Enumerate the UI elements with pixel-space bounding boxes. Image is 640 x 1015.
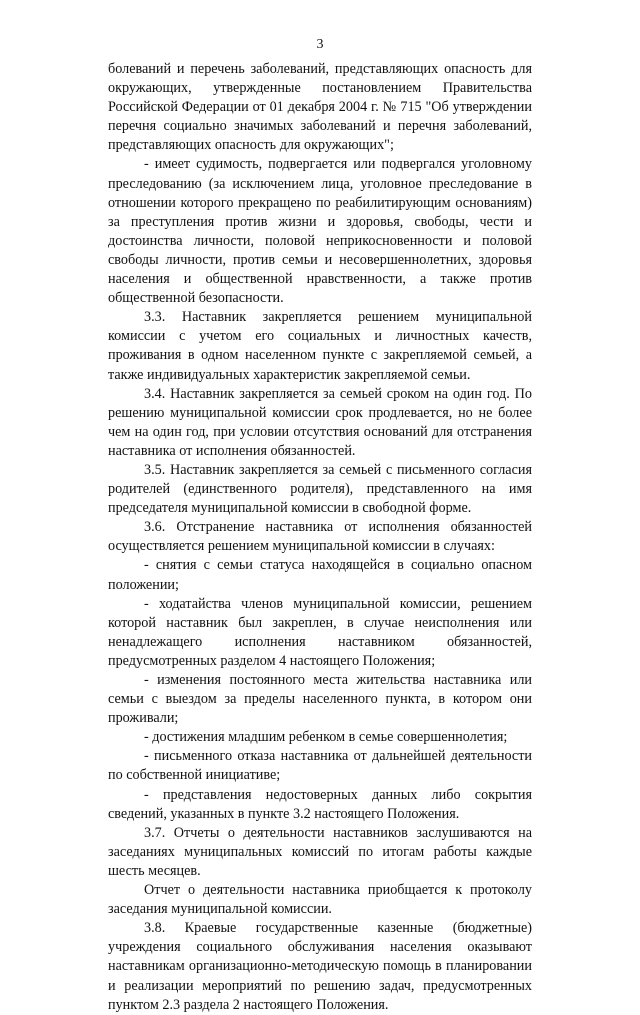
paragraph-3-5: 3.5. Наставник закрепляется за семьей с письменного согласия родителей (единственного родителя), представленного на имя председателя муниципальной комиссии в свободной форме.	[108, 461, 532, 517]
list-item-child-adulthood: - достижения младшим ребенком в семье совершеннолетия;	[144, 729, 508, 746]
paragraph-3-3: 3.3. Наставник закрепляется решением муниципальной комиссии с учетом его социальных и личностных качеств, проживания в одном населенном пункте с закрепляемой семьей, а также индивидуальных характеристик закрепляемой семьи.	[108, 309, 532, 383]
paragraph-report-attachment: Отчет о деятельности наставника приобщается к протоколу заседания муниципальной комиссии.	[108, 882, 532, 918]
paragraph-continuation: болеваний и перечень заболеваний, представляющих опасность для окружающих, утвержденные постановлением Правительства Российской Федерации от 01 декабря 2004 г. № 715 "Об утверждении перечня социально значимых заболеваний и перечня заболеваний, представляющих опасность для окружающих";	[108, 61, 532, 154]
list-item-commission-petition: - ходатайства членов муниципальной комиссии, решением которой наставник был закреплен, в случае неисполнения или ненадлежащего исполнения наставником обязанностей, предусмотренных разделом 4 настоящего Положения;	[108, 595, 532, 669]
list-item-status-removal: - снятия с семьи статуса находящейся в социально опасном положении;	[108, 557, 532, 593]
paragraph-3-7: 3.7. Отчеты о деятельности наставников заслушиваются на заседаниях муниципальных комиссий по итогам работы каждые шесть месяцев.	[108, 824, 532, 879]
paragraph-3-6: 3.6. Отстранение наставника от исполнения обязанностей осуществляется решением муниципальной комиссии в случаях:	[108, 519, 532, 555]
page-number: 3	[316, 37, 324, 52]
list-item-written-refusal: - письменного отказа наставника от дальнейшей деятельности по собственной инициативе;	[108, 748, 532, 784]
paragraph-3-4: 3.4. Наставник закрепляется за семьей сроком на один год. По решению муниципальной комиссии срок продлевается, но не более чем на один год, при условии отсутствия оснований для отстранения наставника от исполнения обязанностей.	[108, 385, 532, 459]
document-body	[108, 60, 532, 1015]
paragraph-3-8: 3.8. Краевые государственные казенные (бюджетные) учреждения социального обслуживания населения оказывают наставникам организационно-методическую помощь в планировании и реализации мероприятий по решению задач, предусмотренных пунктом 2.3 раздела 2 настоящего Положения.	[108, 920, 532, 1013]
list-item-false-data: - представления недостоверных данных либо сокрытия сведений, указанных в пункте 3.2 настоящего Положения.	[108, 786, 532, 822]
list-item-residence-change: - изменения постоянного места жительства наставника или семьи с выездом за пределы населенного пункта, в котором они проживали;	[108, 672, 532, 727]
paragraph-criminal-record: - имеет судимость, подвергается или подвергался уголовному преследованию (за исключением лица, уголовное преследование в отношении которого прекращено по реабилитирующим основаниям) за преступления против жизни и здоровья, свободы, чести и достоинства личности, половой неприкосновенности и половой свободы личности, против семьи и несовершеннолетних, здоровья населения и общественной нравственности, а также против общественной безопасности.	[108, 156, 532, 307]
